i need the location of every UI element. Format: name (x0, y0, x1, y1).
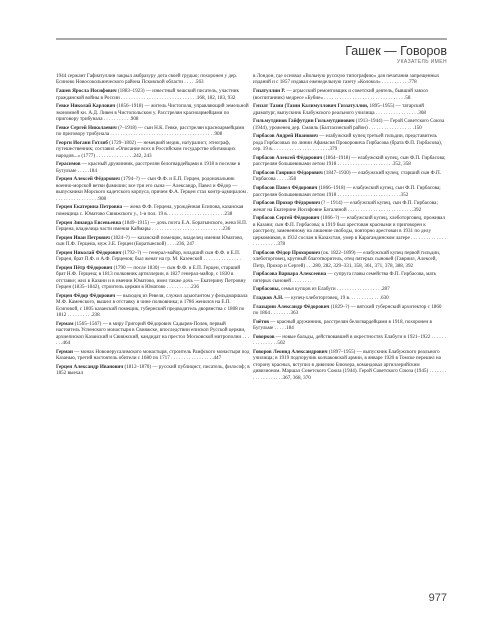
entry-name: Гирбасов Гавриил Фёдорович (253, 170, 323, 177)
entry-name: Герцен Иван Петрович (56, 234, 110, 241)
entry-name: Герцен Зинаида Евсевьевна (56, 219, 122, 226)
entry-text: (1829–?) — вятский губернский архитектор с 1860 по 1864 . . . . . . . .363 (253, 303, 442, 317)
entry-name: Гирбасов Сергей Фёдорович (253, 215, 320, 222)
index-entry (253, 88, 447, 101)
entry-name: Герасимов (56, 161, 81, 168)
entry-name: Герман (56, 348, 73, 355)
index-entry (56, 364, 250, 377)
entry-text: (1866–?) — елабужский купец, хлеботорговец, проживал в Казани; сын Ф.П. Гирбасова; в 1919 был арестован красными и приговорен к расстрелу, замененному на лишение свободы, повторно арестован в 1931 по делу церковников, в 1932 сослан в Казахстан, умер в Карагандинском лагере . . . . . . . . . . . . . . . . . . . . . . . .378 (253, 215, 446, 248)
entry-text: — супруга главы семейства Ф.П. Гирбасова, мать пятерых сыновей . . . . . . . . (253, 271, 437, 284)
index-entry (253, 73, 447, 86)
index-entry (56, 125, 250, 138)
entry-text: (1897–1955) — выпускник Елабужского реального училища; в 1919 подпоручик колчаковской армии, в январе 1920 в Томске перешел на сторону красных, вступил в дивизию Блюхера, командовал артиллерийским дивизионом. Маршал Советского Союза (1944). Герой Советского Союза (1945) . . . . . . . . . . . . . . . . . . .367, 368, 370 (253, 348, 447, 381)
entry-name: Гермам (56, 320, 74, 327)
entry-text: (1812–1870) — русский публицист, писатель, философ; в 1852 выехал (56, 363, 250, 377)
index-entry (56, 103, 250, 122)
index-entry (56, 73, 250, 86)
entry-text: (1794–?) — сын Ф.Ф. и Е.П. Герцен, родоначальник военно-морской ветви фамилии; все три его сына — Александр, Павел и Фёдор — выпускники Морского кадетского корпуса, причем Ф.А. Герцен стал контр-адмиралом . . . . . . . . . . . . . . . . . .908 (56, 176, 249, 202)
index-entry (56, 176, 250, 202)
index-entry (56, 349, 250, 362)
index-entry (253, 319, 447, 332)
entry-text: (?–1918) — сын Н.К. Гевке, расстрелян красноармейцами по приговору трибунала . . . . . . . . . . . . . . . . . . . . . . . . . . . . . . . . . . . . . . . . .908 (56, 124, 245, 138)
entry-text: — монах Новоиерусалимского монастыря, строитель Раифского монастыря под Казанью, третий настоятель обители с 1680 по 1717 . . . . . . . . . . . . . . . . .447 (56, 348, 250, 362)
entry-text: семья купцов из Елабуги . . . . . . . . . . . . . . . . . .287 (279, 286, 390, 293)
entry-text: (1847–1930) — елабужский купец, старший сын Ф.П. Гирбасова . . . . .358 (253, 170, 442, 183)
entry-name: Герцен Александр Иванович (56, 363, 124, 370)
index-column-left (56, 73, 250, 379)
entry-name: Гладков А.Н. (253, 295, 284, 302)
entry-name: Герцен Алексей Фёдорович (56, 176, 120, 183)
entry-text: (1856–1918) — житель Чистополя, управляющий земельной экономией кн. А.Д. Ливен в Чистопольском у. Расстрелян красноармейцами по приговору трибунала . . . . . . . . . . .908 (56, 103, 249, 123)
entry-text: (1565–1567) — в миру Григорий Фёдорович Садырев-Полев, первый настоятель Успенского монастыря в Свияжске, впоследствии епископ Русской церкви, архиепископ Казанский и Свияжский, кандидат на престол Московской митрополии . . . . . .464 (56, 320, 249, 347)
index-entry (56, 265, 250, 291)
index-entry (253, 295, 447, 301)
entry-text: (ок. 1822–1899) — елабужский купец первой гильдии, хлеботорговец, крупный благотворитель, отец пятерых сыновей (Гавриил, Алексей, Петр, Прохор и Сергей) . . .280, 282, 329–331, 358, 361, 371, 378, 388, 392 (253, 249, 441, 269)
entry-text: (1913–1944) — Герой Советского Союза (1944), уроженец дер. Смаиль (Балтасинский район) . . . . . . . . . . . . . . . . . .150 (253, 118, 445, 131)
entry-name: Герцен Екатерина Петровна (56, 204, 123, 211)
entry-name: Глазырин Александр Фёдорович (253, 303, 330, 310)
entry-name: Гирбасов Павел Фёдорович (253, 185, 318, 192)
entry-text: (1824–?) — казанский помещик, владелец имения Юматово, сын П.Ф. Герцена, муж З.Е. Герцен (Боратынской) . . . .236, 247 (56, 234, 244, 248)
entry-text: — жена Ф.Ф. Герцена, урождённая Есипова, казанская помещица с. Юматово Свияжского у., 1-я пол. 19 в. . . . . . . . . . . . . . . . . . . . . . .238 (56, 204, 244, 217)
entry-text: (1864–1918) — елабужский купец, сын Ф.П. Гирбасова; расстрелян большевиками летом 1918 . . . . . . . . . . . . . . . . . . . . . .352, 358 (253, 154, 446, 168)
entry-text: (1866–1918) — елабужский купец, сын Ф.П. Гирбасова; расстрелян большевиками летом 1918 . . . . . . . . . . . . . . . . . . . . . . . . .352 (253, 185, 441, 198)
entry-name: Гевке Сергей Николаевич (56, 124, 117, 131)
index-entry (56, 140, 250, 159)
entry-name: Гирбасовы, (253, 286, 280, 293)
index-entry (253, 118, 447, 131)
index-entry (253, 250, 447, 269)
entry-name: Герцен Фёдор Фёдорович (56, 292, 116, 299)
entry-text: (1883–1923) — известный чешский писатель, участник гражданской войны в России . . . . . . . . . . . . . . . . . . . . . . . . . . . . . .168, 182, 183, 932 (56, 88, 239, 101)
entry-name: Гирбасова Варвара Алексеевна (253, 271, 327, 278)
entry-text: (1849–1915) — дочь поэта Е.А. Боратынского, жена Н.П. Герцена, владелица части имения Каймары . . . . . . . . . . . . . . . . . . . . . . . . . . . .236 (56, 219, 248, 233)
entry-text: (? – 1914) — елабужский купец, сын Ф.П. Гирбасова; женат на Екатерине Иосифовне Баталиной . . . . . . . . . . . . . . . . . . . . . . . . . .392 (253, 200, 438, 213)
entry-name: Гнётов (253, 318, 269, 325)
page-number: 977 (428, 592, 447, 604)
entry-name: Гашев Яросла Иосифович (56, 88, 117, 95)
entry-name: Гирбасов Андрей Иванович (253, 133, 318, 140)
entry-text: — выходец из Ревеля, служил адъютантом у фельдмаршала М.Ф. Каменского, вышел в отставку в чине полковника; в 1786 женился на Е.П. Есиповой, с 1805 казанский помещик, губернский предводитель дворянства с 1808 по 1812 . . . . . . . . . .238 (56, 292, 248, 319)
running-header (56, 38, 447, 64)
index-entry (253, 215, 447, 247)
entry-name: Гирбасов Прохор Фёдорович (253, 200, 321, 207)
entry-text: — красный дружинник, расстрелян белогвардейцами в 1918, похоронен в Бугульме . . . . .184 (253, 318, 432, 332)
index-entry (56, 204, 250, 217)
entry-text: (1792–?) — генерал-майор, младший сын Ф.Ф. и Е.П. Герцен, брат П.Ф. и А.Ф. Герценов; был женат на гр. М. Казенской . . . . . . . . . . . . . . . (56, 249, 241, 263)
index-entry (253, 304, 447, 317)
entry-text: — купец-хлеботорговец, 19 в. . . . . . . . . . . . .630 (283, 295, 389, 302)
index-entry (253, 155, 447, 168)
index-entry (56, 235, 250, 248)
header-title: Гашек — Говоров (345, 44, 447, 58)
index-entry (56, 250, 250, 263)
entry-text: (1790 — после 1830) — сын Ф.Ф. и Е.П. Герцен, старший брат Н.Ф. Герцена; в 1813 полковник артиллерии, в 1827 генерал-майор, с 1830 в отставке; жил в Казани и в имении Юматово, имел также дочь — Екатерину Петровну Герцен (1835–1842), строитель церкви в Юматово . . . . . . . . . .236 (56, 264, 246, 291)
entry-name: Герцен Николай Фёдорович (56, 249, 122, 256)
entry-name: Говоров Леонид Александрович (253, 348, 328, 355)
index-entry (253, 170, 447, 183)
index-entry (253, 200, 447, 213)
entry-text: — агрысский ремонтовщик и советский деятель, бывший завхоз (воспитанник) медресе «Бубие» . . . . . . . . . . . . . . . . . . . . . . . . . . . . . . . .58 (253, 88, 428, 101)
index-entry (253, 103, 447, 116)
entry-text: 1944 сержант Гафиатуллин закрыл амбразуру дота своей грудью; похоронен у дер. Есиново Новосокольнического района Псковской области . . . . .563 (56, 73, 238, 86)
entry-name: Герцен Пётр Фёдорович (56, 264, 113, 271)
entry-text: (1729–1802) — немецкий медик, натуралист, этнограф, путешественник; составил «Описание всех в Российском государстве обитающих народов...» (1777) . . . . . . . . . . . . . . .242, 243 (56, 139, 236, 159)
entry-name: Гизатуллин Р. (253, 88, 286, 95)
index-entry (56, 293, 250, 319)
index-entry (253, 271, 447, 284)
index-entry (56, 220, 250, 233)
entry-text: — елабужский купец третьей гильдии, представитель рода Гирбасовых по линии Афанасия Прокоровича Гирбасова (брата Ф.П. Гирбасова), сер. 19 в. . . . . . . . . . . . . . . . . . . . . . .379 (253, 133, 443, 153)
index-entry (253, 286, 447, 292)
entry-name: Гиззат Тазии (Тазии Калимуллович Гиззатуллин, (253, 103, 369, 110)
entry-name: Гирбасов Фёдор Прохорович (253, 249, 321, 256)
entry-name: Георги Иоганн Готлиб (56, 139, 108, 146)
index-entry (253, 185, 447, 198)
header-subtitle: УКАЗАТЕЛЬ ИМЕН (397, 59, 447, 65)
entry-name: Гильмутдинов Гайфутдин Гильмутдинович (253, 118, 355, 125)
index-column-right (253, 73, 447, 383)
index-entry (253, 349, 447, 381)
entry-name: Гирбасов Алексей Фёдорович (253, 154, 323, 161)
entry-text: 1895–1955) — татарский драматург, выпускник Елабужского реального училища . . . . . . . . . . . . . . . . .368 (253, 103, 426, 116)
index-entry (253, 334, 447, 347)
entry-text: — красный дружинник, расстрелян белогвардейцами в 1918 в поселке в Бутульме . . . . .184 (56, 161, 241, 174)
entry-text: в Лондон, где основал «Вольную русскую типографию» для печатания запрещенных изданий и с 1857 издавал еженедельную газету «Колокол» . . . . . . . . . . .778 (253, 73, 440, 86)
index-entry (56, 321, 250, 347)
entry-name: Гевке Николай Карлович (56, 103, 116, 110)
index-entry (56, 161, 250, 174)
entry-text: — новые бальды, действовавшей в окрестностях Елабуги в 1921–1922 . . . . . . . . . . . . . . . .502 (253, 333, 446, 347)
index-entry (56, 88, 250, 101)
index-entry (253, 133, 447, 152)
entry-name: Говорков (253, 333, 275, 340)
